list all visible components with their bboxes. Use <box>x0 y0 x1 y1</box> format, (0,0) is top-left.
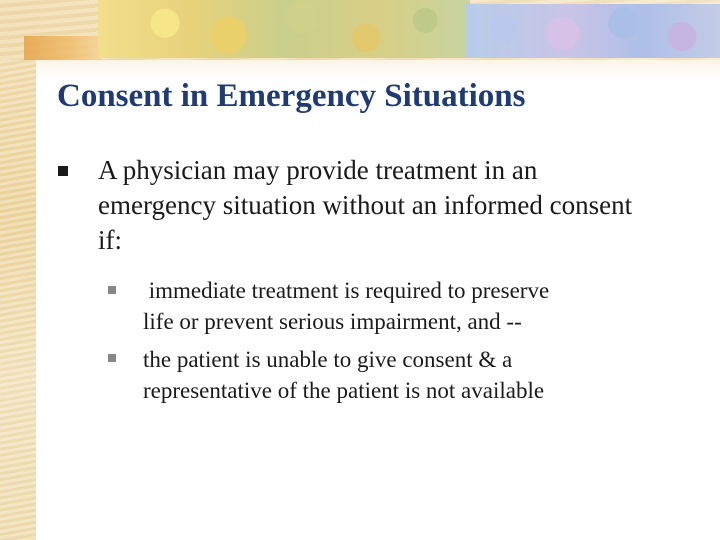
floral-strip-orange <box>24 36 102 60</box>
sub-bullet-square-icon <box>108 286 116 294</box>
floral-strip-yellow <box>98 0 470 58</box>
slide-title: Consent in Emergency Situations <box>57 78 526 114</box>
bullet-square-icon <box>58 166 68 176</box>
sub-bullet-square-icon <box>108 354 116 362</box>
floral-strip-blue <box>466 4 720 58</box>
parchment-left-band <box>0 0 36 540</box>
sub-bullet-text-2: the patient is unable to give consent & a representative of the patient is not available <box>143 347 545 403</box>
main-bullet-text: A physician may provide treatment in an emergency situation without an informed consent if: <box>98 155 633 255</box>
sub-bullet-text-1: immediate treatment is required to preserve life or prevent serious impairment, and -- <box>143 278 550 334</box>
